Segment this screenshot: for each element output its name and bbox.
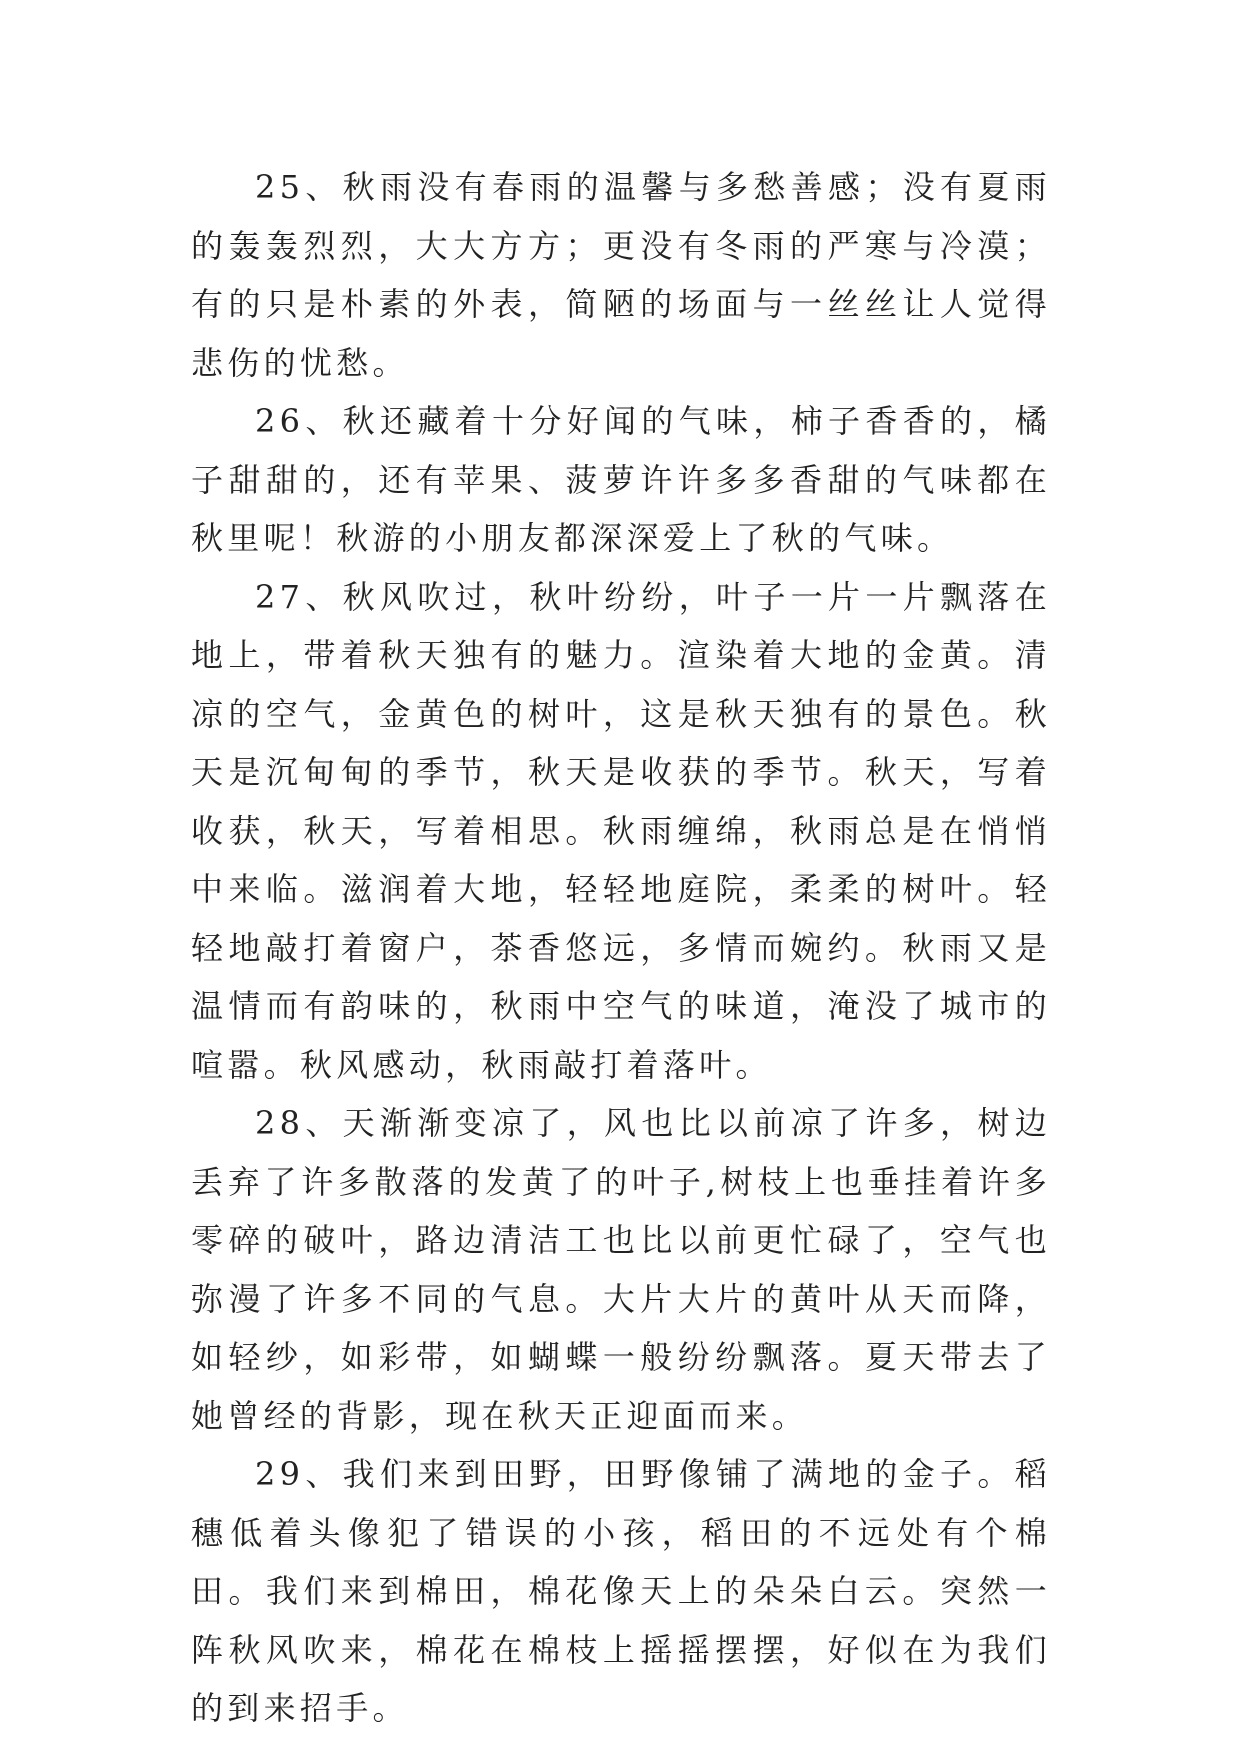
document-body <box>191 158 1051 1738</box>
paragraph-25: 25、秋雨没有春雨的温馨与多愁善感；没有夏雨的轰轰烈烈，大大方方；更没有冬雨的严寒与冷漠；有的只是朴素的外表，简陋的场面与一丝丝让人觉得悲伤的忧愁。 <box>191 168 1051 382</box>
paragraph-28: 28、天渐渐变凉了，风也比以前凉了许多，树边丢弃了许多散落的发黄了的叶子,树枝上也垂挂着许多零碎的破叶，路边清洁工也比以前更忙碌了，空气也弥漫了许多不同的气息。大片大片的黄叶从天而降，如轻纱，如彩带，如蝴蝶一般纷纷飘落。夏天带去了她曾经的背影，现在秋天正迎面而来。 <box>191 1104 1051 1435</box>
paragraph-26: 26、秋还藏着十分好闻的气味，柿子香香的，橘子甜甜的，还有苹果、菠萝许许多多香甜的气味都在秋里呢！秋游的小朋友都深深爱上了秋的气味。 <box>191 402 1051 557</box>
paragraph-27: 27、秋风吹过，秋叶纷纷，叶子一片一片飘落在地上，带着秋天独有的魅力。渲染着大地的金黄。清凉的空气，金黄色的树叶，这是秋天独有的景色。秋天是沉甸甸的季节，秋天是收获的季节。秋天，写着收获，秋天，写着相思。秋雨缠绵，秋雨总是在悄悄中来临。滋润着大地，轻轻地庭院，柔柔的树叶。轻轻地敲打着窗户，茶香悠远，多情而婉约。秋雨又是温情而有韵味的，秋雨中空气的味道，淹没了城市的喧嚣。秋风感动，秋雨敲打着落叶。 <box>191 577 1051 1084</box>
paragraph-29: 29、我们来到田野，田野像铺了满地的金子。稻穗低着头像犯了错误的小孩，稻田的不远处有个棉田。我们来到棉田，棉花像天上的朵朵白云。突然一阵秋风吹来，棉花在棉枝上摇摇摆摆，好似在为我们的到来招手。 <box>191 1455 1051 1727</box>
